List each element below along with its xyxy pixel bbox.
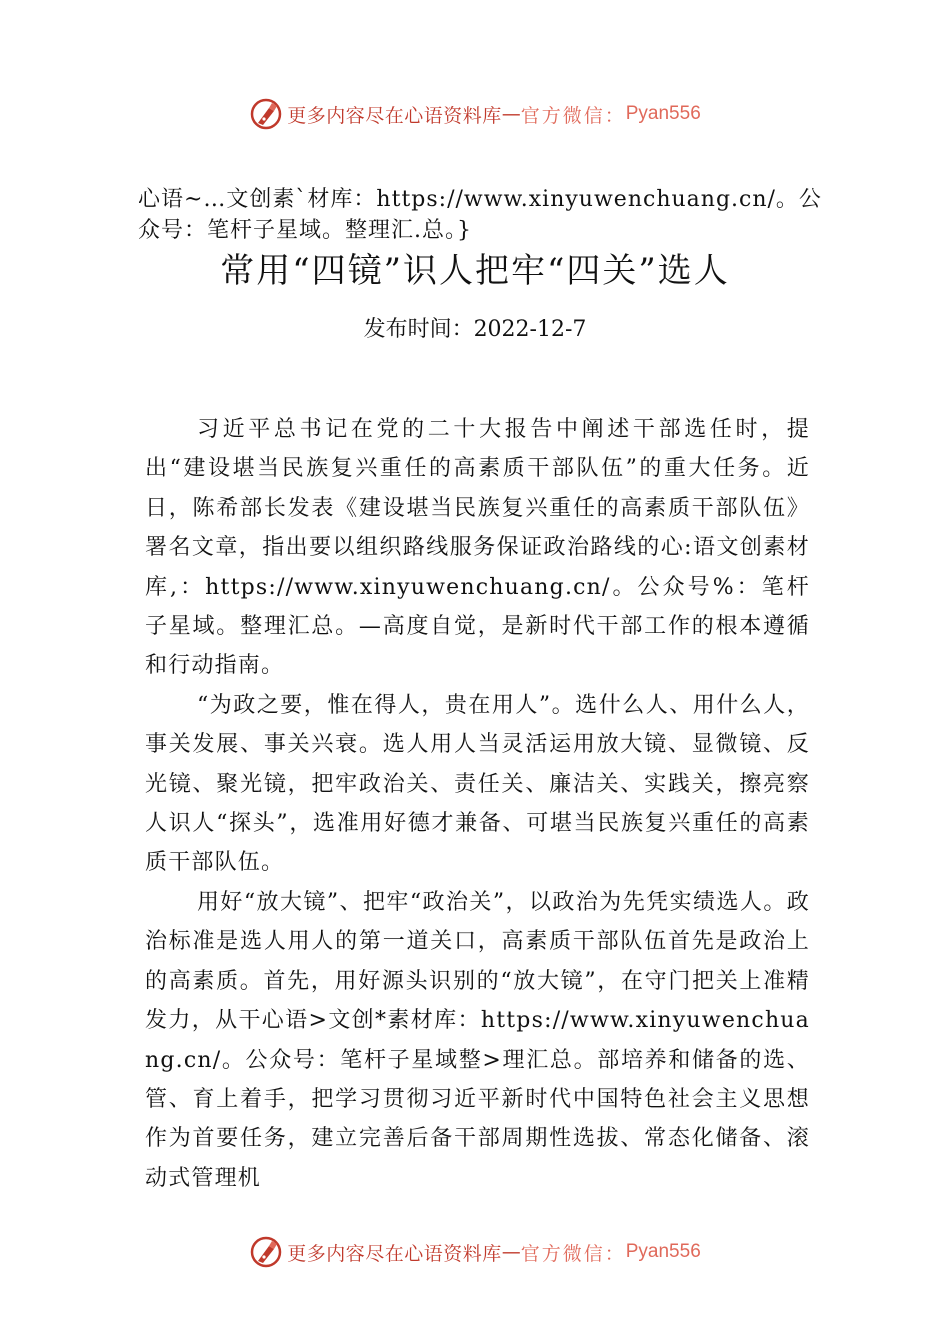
paragraph-3: 用好“放大镜”、把牢“政治关”，以政治为先凭实绩选人。政治标准是选人用人的第一道关口，高素质干部队伍首先是政治上的高素质。首先，用好源头识别的“放大镜”，在守门把关上准精发力，从干心语>文创*素材库：https://www.xinyuwenchuang.cn/。公众号：笔杆子星域整>理汇总。部培养和储备的选、管、育上着手，把学习贯彻习近平新时代中国特色社会主义思想作为首要任务，建立完善后备干部周期性选拔、常态化储备、滚动式管理机 [145, 889, 810, 1191]
paragraph-1: 习近平总书记在党的二十大报告中阐述干部选任时，提出“建设堪当民族复兴重任的高素质干部队伍”的重大任务。近日，陈希部长发表《建设堪当民族复兴重任的高素质干部队伍》署名文章，指出要以组织路线服务保证政治路线的心:语文创素材库,：https://www.xinyuwenchuang.cn/。公众号%：笔杆子星域。整理汇总。—高度自觉，是新时代干部工作的根本遵循和行动指南。 [145, 417, 810, 679]
banner-wechat-id: Pyan556 [625, 1241, 701, 1262]
banner-site-text: 更多内容尽在心语资料库 [287, 104, 502, 127]
banner-dash: — [501, 103, 521, 125]
publish-date: 发布时间：2022-12-7 [363, 317, 587, 342]
page-title: 常用“四镜”识人把牢“四关”选人 [220, 251, 730, 291]
article-body [145, 410, 810, 1198]
banner-dash: — [501, 1241, 521, 1263]
paragraph-2: “为政之要，惟在得人，贵在用人”。选什么人、用什么人，事关发展、事关兴衰。选人用人当灵活运用放大镜、显微镜、反光镜、聚光镜，把牢政治关、责任关、廉洁关、实践关，擦亮察人识人“探头”，选准用好德才兼备、可堪当民族复兴重任的高素质干部队伍。 [145, 692, 810, 876]
header-banner [0, 94, 950, 134]
banner-site-text: 更多内容尽在心语资料库 [287, 1242, 502, 1265]
banner-wechat-label: 官方微信： [520, 104, 626, 127]
pen-nib-logo-icon [249, 97, 283, 131]
intro-source-line: 心语~…文创素`材库：https://www.xinyuwenchuang.cn/。公众号：笔杆子星域。整理汇.总。} [138, 187, 822, 243]
pen-nib-logo-icon [249, 1235, 283, 1269]
footer-banner [0, 1232, 950, 1272]
banner-wechat-id: Pyan556 [625, 103, 701, 124]
banner-wechat-label: 官方微信： [520, 1242, 626, 1265]
